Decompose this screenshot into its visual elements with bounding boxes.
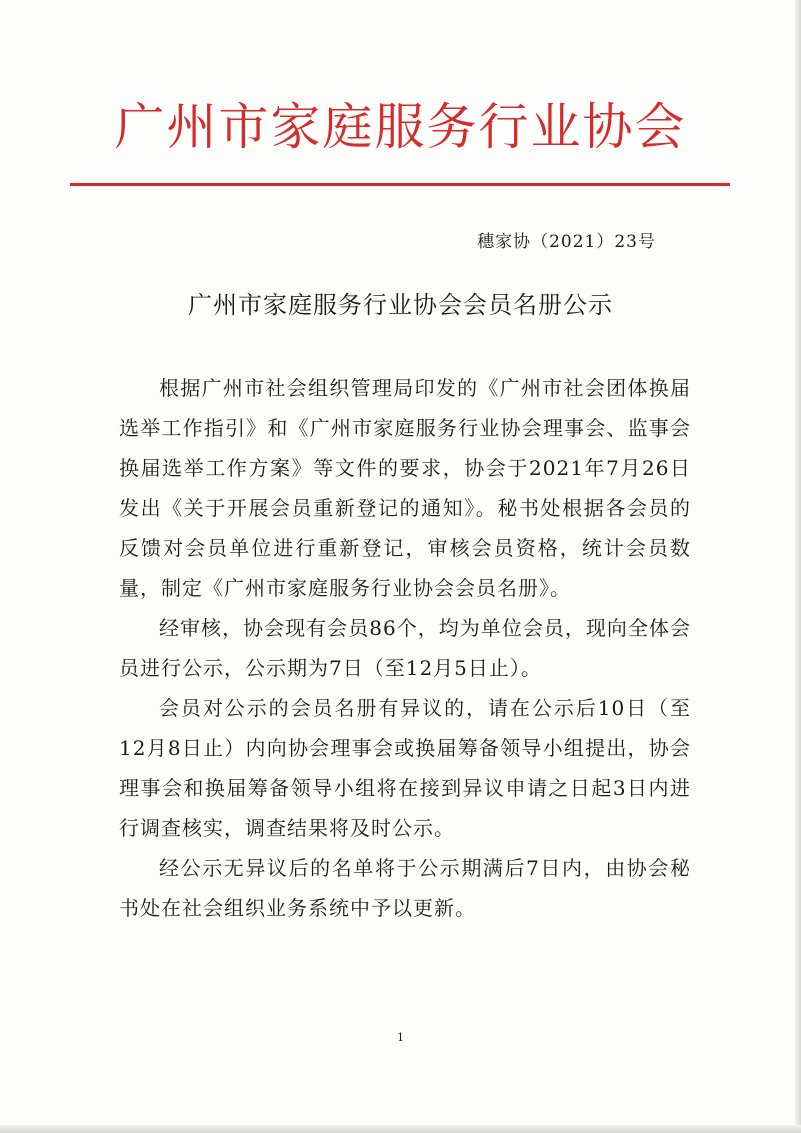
body-paragraph: 根据广州市社会组织管理局印发的《广州市社会团体换届选举工作指引》和《广州市家庭服务行业协会理事会、监事会换届选举工作方案》等文件的要求，协会于2021年7月26日发出《关于开展会员重新登记的通知》。秘书处根据各会员的反馈对会员单位进行重新登记，审核会员资格，统计会员数量，制定《广州市家庭服务行业协会会员名册》。 xyxy=(119,376,691,600)
document-body xyxy=(119,368,691,928)
organization-header: 广州市家庭服务行业协会 xyxy=(114,98,687,156)
scan-edge-bottom xyxy=(0,1125,801,1133)
scan-edge-right xyxy=(795,0,801,1133)
page-number: 1 xyxy=(397,1031,404,1044)
document-number: 穗家协（2021）23号 xyxy=(477,232,656,252)
document-title: 广州市家庭服务行业协会会员名册公示 xyxy=(188,291,613,319)
body-paragraph: 经公示无异议后的名单将于公示期满后7日内，由协会秘书处在社会组织业务系统中予以更新。 xyxy=(119,856,691,920)
body-paragraph: 会员对公示的会员名册有异议的，请在公示后10日（至12月8日止）内向协会理事会或换届筹备领导小组提出，协会理事会和换届筹备领导小组将在接到异议申请之日起3日内进行调查核实，调查结果将及时公示。 xyxy=(119,696,691,840)
header-divider xyxy=(70,183,730,186)
body-paragraph: 经审核，协会现有会员86个，均为单位会员，现向全体会员进行公示，公示期为7日（至12月5日止）。 xyxy=(119,616,691,680)
